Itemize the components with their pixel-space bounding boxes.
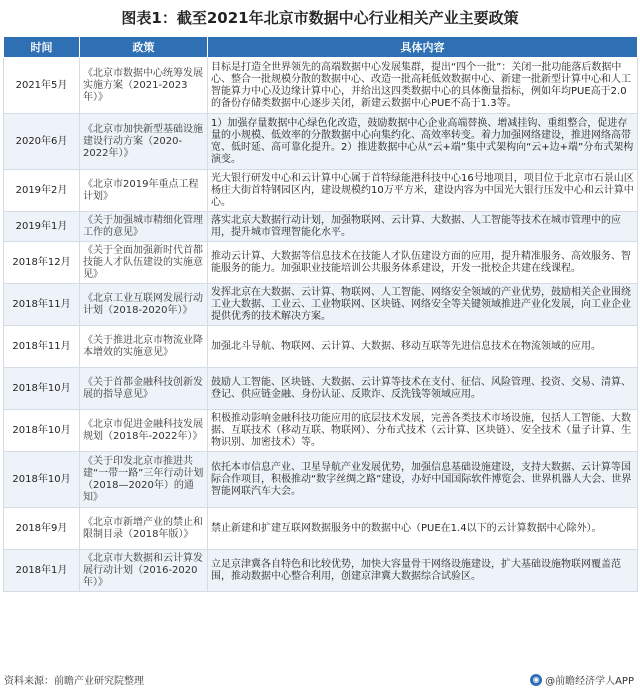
header-content: 具体内容	[208, 37, 638, 58]
time-cell: 2018年10月	[4, 368, 80, 410]
content-cell: 鼓励人工智能、区块链、大数据、云计算等技术在支付、征信、风险管理、投资、交易、清算、登记、供应链金融、身份认证、反欺诈、反洗钱等领域应用。	[208, 368, 638, 410]
table-row	[4, 368, 638, 410]
time-cell: 2018年11月	[4, 284, 80, 326]
content-cell: 加强北斗导航、物联网、云计算、大数据、移动互联等先进信息技术在物流领域的应用。	[208, 326, 638, 368]
time-cell: 2018年10月	[4, 452, 80, 508]
content-cell: 光大银行研发中心和云计算中心属于首特绿能港科技中心16号地项目，项目位于北京市石景山区杨庄大街首特钢园区内，建设规模约10万平方米，建设内容为中国光大银行压发中心和云计算中心。	[208, 170, 638, 212]
content-cell: 依托本市信息产业、卫星导航产业发展优势，加强信息基础设施建设，支持大数据、云计算等国际合作项目，积极推动“数字丝绸之路”建设，办好中国国际软件博览会、世界机器人大会、世界智能网联汽车大会。	[208, 452, 638, 508]
content-cell: 推动云计算、大数据等信息技术在技能人才队伍建设方面的应用，提升精准服务、高效服务、智能服务的能力。加强职业技能培训公共服务体系建设，开发一批校企共建在线课程。	[208, 242, 638, 284]
content-cell: 积极推动影响金融科技功能应用的底层技术发展，完善各类技术市场设施，包括人工智能、大数据、互联技术（移动互联、物联网）、分布式技术（云计算、区块链）、安全技术（量子计算、生物识别、加密技术）等。	[208, 410, 638, 452]
header-time: 时间	[4, 37, 80, 58]
time-cell: 2018年9月	[4, 508, 80, 550]
header-policy: 政策	[80, 37, 208, 58]
table-row	[4, 550, 638, 592]
table-row	[4, 58, 638, 114]
table-row	[4, 410, 638, 452]
time-cell: 2019年2月	[4, 170, 80, 212]
content-cell: 1）加强存量数据中心绿色化改造，鼓励数据中心企业高端替换、增减挂钩、重组整合，促进存量的小规模、低效率的分散数据中心向集约化、高效率转变。着力加强网络建设，推进网络高带宽、低时延、高可靠化提升。2）推进数据中心从“云+端”集中式架构向“云+边+端”分布式架构演变。	[208, 114, 638, 170]
time-cell: 2018年12月	[4, 242, 80, 284]
content-cell: 立足京津冀各自特色和比较优势，加快大容量骨干网络设施建设，扩大基础设施物联网覆盖范围，推动数据中心整合利用，创建京津冀大数据综合试验区。	[208, 550, 638, 592]
brand-mark	[530, 672, 634, 687]
footer	[4, 668, 634, 690]
policy-cell: 《关于印发北京市推进共建“一带一路”三年行动计划（2018—2020年）的通知》	[80, 452, 208, 508]
table-body	[4, 58, 638, 592]
table-row	[4, 242, 638, 284]
policy-cell: 《北京市2019年重点工程计划》	[80, 170, 208, 212]
source-note: 资料来源：前瞻产业研究院整理	[4, 676, 144, 687]
table-row	[4, 508, 638, 550]
policy-table	[3, 36, 638, 592]
brand-text: @前瞻经济学人APP	[545, 676, 634, 687]
time-cell: 2018年11月	[4, 326, 80, 368]
time-cell: 2020年6月	[4, 114, 80, 170]
table-row	[4, 212, 638, 242]
table-row	[4, 452, 638, 508]
content-cell: 发挥北京在大数据、云计算、物联网、人工智能、网络安全领域的产业优势，鼓励相关企业围绕工业大数据、工业云、工业物联网、区块链、网络安全等关键领域推进产业化发展，向工业企业提供优秀的技术解决方案。	[208, 284, 638, 326]
time-cell: 2018年10月	[4, 410, 80, 452]
table-row	[4, 170, 638, 212]
policy-cell: 《北京市加快新型基础设施建设行动方案（2020-2022年）》	[80, 114, 208, 170]
table-row	[4, 326, 638, 368]
policy-cell: 《北京工业互联网发展行动计划（2018-2020年）》	[80, 284, 208, 326]
time-cell: 2018年1月	[4, 550, 80, 592]
table-row	[4, 114, 638, 170]
policy-cell: 《北京市数据中心统筹发展实施方案（2021-2023年）》	[80, 58, 208, 114]
content-cell: 目标是打造全世界领先的高端数据中心发展集群，提出“四个一批”：关闭一批功能落后数据中心、整合一批规模分散的数据中心、改造一批高耗低效数据中心、新建一批新型计算中心和人工智能算力中心及边缘计算中心，并给出这四类数据中心的具体衡量指标，例如年均PUE高于2.0的备份存储类数据中心逐步关闭，新建云数据中心PUE不高于1.3等。	[208, 58, 638, 114]
content-cell: 禁止新建和扩建互联网数据服务中的数据中心（PUE在1.4以下的云计算数据中心除外）。	[208, 508, 638, 550]
policy-cell: 《关于首都金融科技创新发展的指导意见》	[80, 368, 208, 410]
table-row	[4, 284, 638, 326]
page-title: 图表1：截至2021年北京市数据中心行业相关产业主要政策	[121, 9, 519, 27]
policy-cell: 《北京市新增产业的禁止和限制目录（2018年版）》	[80, 508, 208, 550]
qianzhan-logo-icon: ◉	[530, 674, 542, 686]
content-cell: 落实北京大数据行动计划，加强物联网、云计算、大数据、人工智能等技术在城市管理中的应用，提升城市管理智能化水平。	[208, 212, 638, 242]
policy-cell: 《关于加强城市精细化管理工作的意见》	[80, 212, 208, 242]
table-header-row	[4, 37, 638, 58]
policy-cell: 《关于全面加强新时代首都技能人才队伍建设的实施意见》	[80, 242, 208, 284]
policy-cell: 《北京市促进金融科技发展规划（2018年-2022年）》	[80, 410, 208, 452]
time-cell: 2021年5月	[4, 58, 80, 114]
time-cell: 2019年1月	[4, 212, 80, 242]
policy-cell: 《关于推进北京市物流业降本增效的实施意见》	[80, 326, 208, 368]
policy-cell: 《北京市大数据和云计算发展行动计划（2016-2020年）》	[80, 550, 208, 592]
